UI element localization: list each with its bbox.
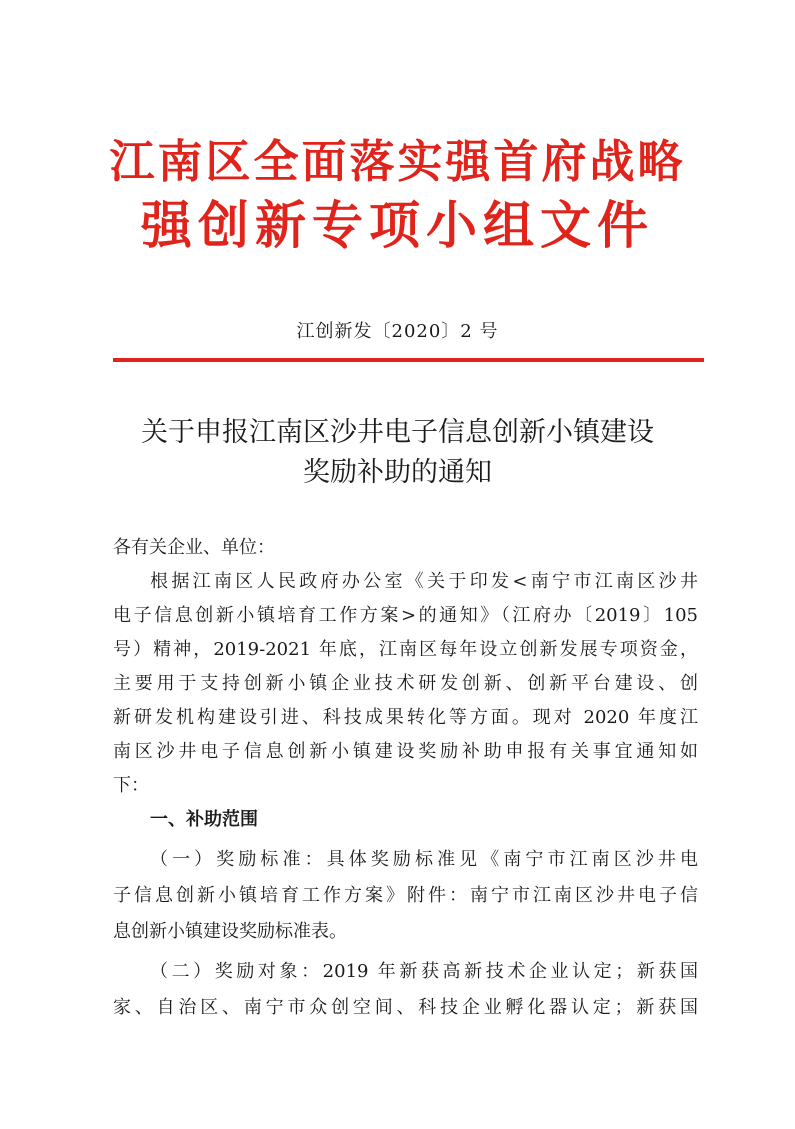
salutation: 各有关企业、单位： [113, 537, 275, 558]
paragraph-line: 电子信息创新小镇培育工作方案>的通知》（江府办〔2019〕105 [113, 605, 698, 626]
document-number: 江创新发〔2020〕2 号 [296, 321, 499, 342]
paragraph-line: 家、自治区、南宁市众创空间、科技企业孵化器认定；新获国 [113, 997, 698, 1018]
paragraph-line: （一）奖励标准：具体奖励标准见《南宁市江南区沙井电 [150, 849, 698, 870]
paragraph-line: 子信息创新小镇培育工作方案》附件：南宁市江南区沙井电子信 [113, 885, 698, 906]
section-heading: 一、补助范围 [150, 809, 258, 830]
paragraph-line: 南区沙井电子信息创新小镇建设奖励补助申报有关事宜通知如 [113, 741, 698, 762]
header-title-line1: 江南区全面落实强首府战略 [109, 135, 686, 188]
paragraph-line: 号）精神，2019-2021 年底，江南区每年设立创新发展专项资金， [113, 639, 698, 660]
red-divider-line [113, 358, 704, 362]
notice-title-line2: 奖励补助的通知 [303, 457, 492, 488]
header-title-line2: 强创新专项小组文件 [140, 196, 654, 256]
paragraph-line: 下： [113, 775, 149, 796]
paragraph-line: 主要用于支持创新小镇企业技术研发创新、创新平台建设、创 [113, 673, 698, 694]
paragraph-line: 新研发机构建设引进、科技成果转化等方面。现对 2020 年度江 [113, 707, 698, 728]
paragraph-line: 根据江南区人民政府办公室《关于印发<南宁市江南区沙井 [150, 571, 698, 592]
notice-title-line1: 关于申报江南区沙井电子信息创新小镇建设 [141, 417, 654, 448]
paragraph-line: （二）奖励对象：2019 年新获高新技术企业认定；新获国 [150, 961, 698, 982]
paragraph-line: 息创新小镇建设奖励标准表。 [113, 921, 347, 942]
